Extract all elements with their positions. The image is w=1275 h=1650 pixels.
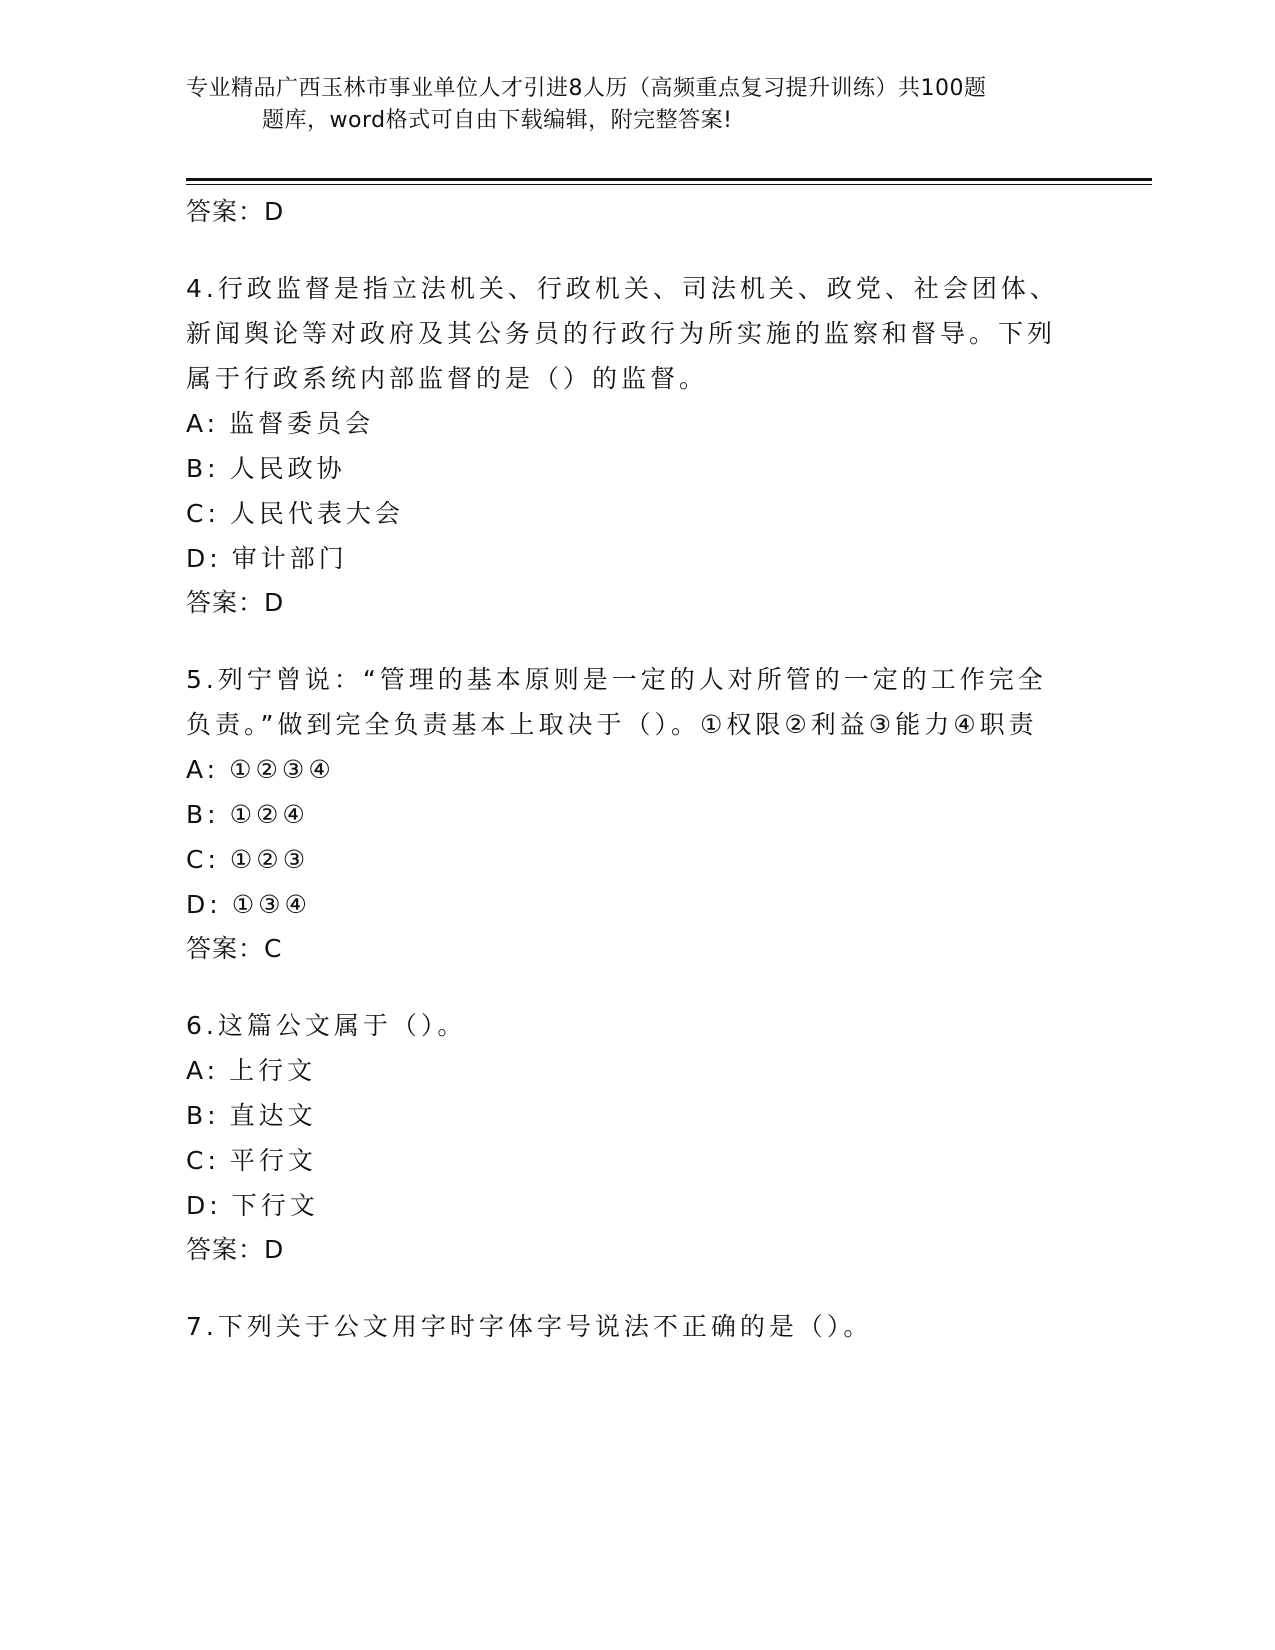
document-body (186, 190, 1066, 1349)
question-text: 7.下列关于公文用字时字体字号说法不正确的是（）。 (186, 1312, 873, 1341)
option-text: 下行文 (231, 1191, 319, 1220)
option-b (186, 792, 1066, 837)
option-d (186, 1183, 1066, 1228)
option-text: 直达文 (229, 1101, 317, 1130)
option-a (186, 747, 1066, 792)
option-text: 人民政协 (229, 454, 346, 483)
answer-line: 答案：D (186, 197, 285, 226)
option-text: 审计部门 (231, 544, 348, 573)
option-text: 平行文 (229, 1146, 317, 1175)
option-b (186, 1093, 1066, 1138)
option-label: A: (186, 409, 220, 438)
answer-line: 答案：D (186, 588, 285, 617)
option-c (186, 837, 1066, 882)
question-text: 6.这篇公文属于（）。 (186, 1011, 467, 1040)
option-text: ①②④ (229, 800, 309, 829)
header-line-1: 专业精品广西玉林市事业单位人才引进8人历（高频重点复习提升训练）共100题 (186, 76, 987, 101)
option-label: D: (186, 1191, 222, 1220)
option-label: B: (186, 800, 220, 829)
option-b (186, 446, 1066, 491)
answer-line: 答案：D (186, 1235, 285, 1264)
option-text: 监督委员会 (229, 409, 375, 438)
document-header (186, 73, 1086, 137)
option-label: D: (186, 890, 222, 919)
option-label: B: (186, 454, 220, 483)
question-text: 4.行政监督是指立法机关、行政机关、司法机关、政党、社会团体、新闻舆论等对政府及其公务员的行政行为所实施的监察和督导。下列属于行政系统内部监督的是（）的监督。 (186, 274, 1059, 393)
option-d (186, 882, 1066, 927)
option-text: ①③④ (231, 890, 311, 919)
option-label: A: (186, 1056, 220, 1085)
answer-line: 答案：C (186, 934, 283, 963)
option-label: C: (186, 1146, 220, 1175)
option-a (186, 401, 1066, 446)
option-text: 上行文 (229, 1056, 317, 1085)
header-rule-thick (186, 178, 1152, 181)
option-c (186, 1138, 1066, 1183)
header-rule-thin (186, 184, 1152, 185)
option-label: C: (186, 845, 220, 874)
header-line-2: 题库，word格式可自由下载编辑，附完整答案! (262, 108, 733, 133)
option-text: ①②③④ (229, 755, 335, 784)
option-a (186, 1048, 1066, 1093)
option-label: B: (186, 1101, 220, 1130)
option-label: A: (186, 755, 220, 784)
option-text: 人民代表大会 (229, 499, 404, 528)
option-label: D: (186, 544, 222, 573)
question-text: 5.列宁曾说：“管理的基本原则是一定的人对所管的一定的工作完全负责。”做到完全负责基本上取决于（）。①权限②利益③能力④职责 (186, 665, 1047, 739)
option-label: C: (186, 499, 220, 528)
option-d (186, 536, 1066, 581)
option-c (186, 491, 1066, 536)
option-text: ①②③ (229, 845, 310, 874)
